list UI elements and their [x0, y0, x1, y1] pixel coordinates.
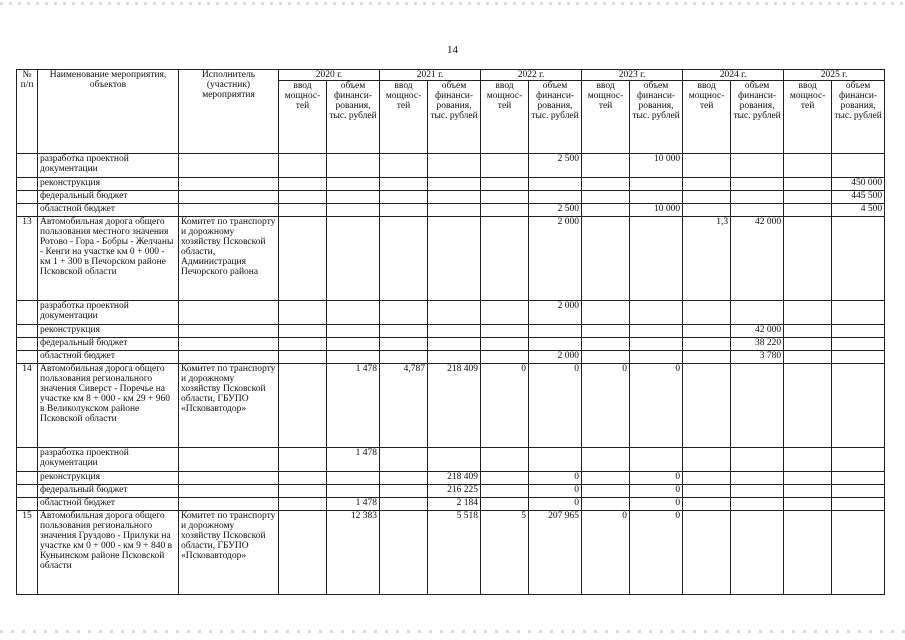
header-financing: объем финанси-рования, тыс. рублей [428, 81, 481, 154]
header-year: 2022 г. [481, 70, 582, 81]
value-cell [481, 325, 529, 338]
row-number [17, 154, 38, 178]
value-cell: 218 409 [428, 472, 481, 485]
value-cell [529, 338, 582, 351]
row-name: реконструкция [38, 178, 179, 191]
row-executor: Комитет по транспорту и дорожному хозяйству Псковской области, ГБУПО «Псковавтодор» [179, 364, 279, 448]
table-row [17, 485, 885, 498]
value-cell: 2 500 [529, 154, 582, 178]
value-cell: 0 [582, 364, 630, 448]
row-name: реконструкция [38, 325, 179, 338]
value-cell [731, 154, 784, 178]
row-number: 15 [17, 511, 38, 595]
value-cell [784, 485, 832, 498]
header-financing: объем финанси-рования, тыс. рублей [832, 81, 885, 154]
value-cell [279, 301, 327, 325]
header-capacity: ввод мощнос-тей [683, 81, 731, 154]
value-cell [380, 448, 428, 472]
value-cell [784, 217, 832, 301]
value-cell [683, 301, 731, 325]
value-cell [731, 472, 784, 485]
row-name: федеральный бюджет [38, 485, 179, 498]
value-cell [327, 472, 380, 485]
header-executor: Исполнитель (участник) мероприятия [179, 70, 279, 154]
value-cell [683, 511, 731, 595]
value-cell [380, 511, 428, 595]
value-cell [327, 351, 380, 364]
value-cell: 0 [529, 498, 582, 511]
value-cell [784, 204, 832, 217]
value-cell [832, 301, 885, 325]
value-cell [731, 498, 784, 511]
row-executor [179, 301, 279, 325]
value-cell [582, 498, 630, 511]
row-name: областной бюджет [38, 204, 179, 217]
value-cell [279, 191, 327, 204]
scan-artifact-bottom [0, 630, 905, 633]
value-cell [784, 301, 832, 325]
value-cell [380, 472, 428, 485]
header-year: 2020 г. [279, 70, 380, 81]
header-capacity: ввод мощнос-тей [784, 81, 832, 154]
value-cell [481, 217, 529, 301]
value-cell [380, 325, 428, 338]
value-cell [279, 204, 327, 217]
header-capacity: ввод мощнос-тей [279, 81, 327, 154]
table-row [17, 325, 885, 338]
value-cell: 218 409 [428, 364, 481, 448]
value-cell [481, 351, 529, 364]
row-executor [179, 448, 279, 472]
value-cell [428, 301, 481, 325]
value-cell [630, 191, 683, 204]
header-year: 2021 г. [380, 70, 481, 81]
header-capacity: ввод мощнос-тей [380, 81, 428, 154]
value-cell: 0 [529, 485, 582, 498]
value-cell: 3 780 [731, 351, 784, 364]
value-cell [683, 178, 731, 191]
value-cell: 2 500 [529, 204, 582, 217]
value-cell [481, 191, 529, 204]
header-capacity: ввод мощнос-тей [481, 81, 529, 154]
row-executor [179, 498, 279, 511]
value-cell: 0 [630, 485, 683, 498]
table-row [17, 154, 885, 178]
value-cell [683, 472, 731, 485]
value-cell [683, 154, 731, 178]
row-name: федеральный бюджет [38, 191, 179, 204]
value-cell [481, 338, 529, 351]
value-cell: 216 225 [428, 485, 481, 498]
value-cell [683, 325, 731, 338]
value-cell [582, 325, 630, 338]
value-cell [832, 364, 885, 448]
header-financing: объем финанси-рования, тыс. рублей [327, 81, 380, 154]
value-cell [529, 178, 582, 191]
value-cell [832, 351, 885, 364]
header-name: Наименование мероприятия, объектов [38, 70, 179, 154]
value-cell [582, 351, 630, 364]
value-cell [481, 485, 529, 498]
value-cell [630, 325, 683, 338]
value-cell: 10 000 [630, 204, 683, 217]
value-cell [327, 325, 380, 338]
value-cell [832, 472, 885, 485]
value-cell [630, 448, 683, 472]
row-executor [179, 178, 279, 191]
table-row [17, 191, 885, 204]
row-number [17, 204, 38, 217]
value-cell [380, 485, 428, 498]
value-cell [582, 472, 630, 485]
value-cell [582, 217, 630, 301]
value-cell [327, 204, 380, 217]
value-cell: 1 478 [327, 364, 380, 448]
header-capacity: ввод мощнос-тей [582, 81, 630, 154]
header-num: № п/п [17, 70, 38, 154]
value-cell [428, 217, 481, 301]
value-cell [582, 448, 630, 472]
row-executor [179, 485, 279, 498]
table-row [17, 338, 885, 351]
header-row-years [17, 70, 885, 81]
value-cell [428, 448, 481, 472]
value-cell: 0 [529, 364, 582, 448]
value-cell [481, 204, 529, 217]
value-cell [279, 154, 327, 178]
value-cell: 2 184 [428, 498, 481, 511]
row-name: реконструкция [38, 472, 179, 485]
value-cell: 38 220 [731, 338, 784, 351]
value-cell [279, 217, 327, 301]
value-cell [279, 448, 327, 472]
value-cell [279, 472, 327, 485]
value-cell [327, 301, 380, 325]
scan-artifact-top [0, 2, 905, 5]
value-cell [832, 498, 885, 511]
row-number [17, 498, 38, 511]
value-cell: 1 478 [327, 498, 380, 511]
row-executor [179, 472, 279, 485]
row-number: 13 [17, 217, 38, 301]
row-number [17, 325, 38, 338]
value-cell [832, 511, 885, 595]
value-cell [784, 351, 832, 364]
row-name: федеральный бюджет [38, 338, 179, 351]
value-cell [784, 498, 832, 511]
value-cell [784, 364, 832, 448]
row-executor [179, 325, 279, 338]
table-body [17, 154, 885, 595]
value-cell: 0 [630, 364, 683, 448]
value-cell [832, 448, 885, 472]
value-cell [529, 191, 582, 204]
value-cell [428, 338, 481, 351]
table-row [17, 217, 885, 301]
value-cell [784, 178, 832, 191]
value-cell: 2 000 [529, 351, 582, 364]
header-year: 2024 г. [683, 70, 784, 81]
table-row [17, 511, 885, 595]
value-cell [380, 191, 428, 204]
row-number [17, 301, 38, 325]
row-number [17, 351, 38, 364]
row-executor: Комитет по транспорту и дорожному хозяйству Псковской области, ГБУПО «Псковавтодор» [179, 511, 279, 595]
value-cell [582, 154, 630, 178]
value-cell: 2 000 [529, 217, 582, 301]
value-cell: 207 965 [529, 511, 582, 595]
value-cell: 0 [481, 364, 529, 448]
row-number [17, 448, 38, 472]
value-cell [582, 204, 630, 217]
value-cell: 10 000 [630, 154, 683, 178]
value-cell [327, 178, 380, 191]
row-name: Автомобильная дорога общего пользования регионального значения Сиверст - Поречье на участке км 8 + 000 - км 29 + 960 в Великолукском районе Псковской области [38, 364, 179, 448]
value-cell [481, 448, 529, 472]
value-cell [683, 498, 731, 511]
value-cell [279, 325, 327, 338]
value-cell [327, 154, 380, 178]
value-cell [832, 338, 885, 351]
value-cell [582, 301, 630, 325]
row-number [17, 178, 38, 191]
value-cell [683, 204, 731, 217]
row-executor [179, 351, 279, 364]
value-cell [279, 351, 327, 364]
value-cell [279, 485, 327, 498]
value-cell [380, 178, 428, 191]
value-cell: 42 000 [731, 325, 784, 338]
value-cell: 445 500 [832, 191, 885, 204]
value-cell: 12 383 [327, 511, 380, 595]
value-cell: 0 [582, 511, 630, 595]
value-cell [380, 217, 428, 301]
value-cell [481, 178, 529, 191]
value-cell [683, 338, 731, 351]
value-cell [630, 301, 683, 325]
value-cell: 1,3 [683, 217, 731, 301]
value-cell [683, 364, 731, 448]
row-number [17, 191, 38, 204]
table-row [17, 472, 885, 485]
value-cell [784, 325, 832, 338]
row-number: 14 [17, 364, 38, 448]
table-row [17, 364, 885, 448]
row-executor [179, 154, 279, 178]
value-cell [683, 351, 731, 364]
value-cell [327, 191, 380, 204]
value-cell [481, 301, 529, 325]
row-name: Автомобильная дорога общего пользования регионального значения Груздово - Прилуки на участке км 0 + 000 - км 9 + 840 в Куньинском районе Псковской области [38, 511, 179, 595]
header-financing: объем финанси-рования, тыс. рублей [630, 81, 683, 154]
value-cell [731, 448, 784, 472]
value-cell [731, 204, 784, 217]
value-cell [327, 217, 380, 301]
header-financing: объем финанси-рования, тыс. рублей [731, 81, 784, 154]
value-cell: 0 [630, 472, 683, 485]
value-cell [784, 191, 832, 204]
value-cell [630, 338, 683, 351]
value-cell [481, 472, 529, 485]
value-cell [327, 485, 380, 498]
value-cell [731, 364, 784, 448]
value-cell [630, 178, 683, 191]
value-cell [481, 154, 529, 178]
row-name: разработка проектной документации [38, 154, 179, 178]
table-row [17, 204, 885, 217]
value-cell: 450 000 [832, 178, 885, 191]
value-cell [683, 191, 731, 204]
value-cell [731, 191, 784, 204]
row-name: разработка проектной документации [38, 448, 179, 472]
row-number [17, 485, 38, 498]
value-cell [279, 364, 327, 448]
table-row [17, 178, 885, 191]
value-cell [582, 178, 630, 191]
row-number [17, 472, 38, 485]
value-cell [784, 154, 832, 178]
page-number: 14 [447, 44, 458, 56]
table-row [17, 301, 885, 325]
value-cell [529, 448, 582, 472]
row-name: разработка проектной документации [38, 301, 179, 325]
value-cell [380, 154, 428, 178]
value-cell [279, 178, 327, 191]
value-cell [582, 485, 630, 498]
value-cell [784, 511, 832, 595]
value-cell [731, 301, 784, 325]
value-cell [279, 498, 327, 511]
value-cell [832, 217, 885, 301]
row-executor [179, 338, 279, 351]
value-cell: 0 [529, 472, 582, 485]
value-cell [630, 351, 683, 364]
value-cell [731, 178, 784, 191]
value-cell [380, 338, 428, 351]
value-cell [582, 338, 630, 351]
value-cell [380, 498, 428, 511]
table-row [17, 448, 885, 472]
value-cell [683, 485, 731, 498]
value-cell: 2 000 [529, 301, 582, 325]
value-cell [731, 485, 784, 498]
value-cell [529, 325, 582, 338]
value-cell [279, 338, 327, 351]
value-cell [428, 191, 481, 204]
row-name: Автомобильная дорога общего пользования местного значения Ротово - Гора - Бобры - Желчаны - Кенги на участке км 0 + 000 - км 1 + 300 в Печорском районе Псковской области [38, 217, 179, 301]
row-name: областной бюджет [38, 351, 179, 364]
value-cell [784, 472, 832, 485]
value-cell: 5 [481, 511, 529, 595]
header-year: 2025 г. [784, 70, 885, 81]
value-cell [832, 485, 885, 498]
header-financing: объем финанси-рования, тыс. рублей [529, 81, 582, 154]
data-table [16, 69, 885, 595]
value-cell [428, 325, 481, 338]
value-cell [784, 338, 832, 351]
value-cell [380, 301, 428, 325]
value-cell: 0 [630, 498, 683, 511]
value-cell [428, 178, 481, 191]
value-cell [832, 325, 885, 338]
value-cell [630, 217, 683, 301]
value-cell: 42 000 [731, 217, 784, 301]
value-cell [428, 351, 481, 364]
value-cell [428, 204, 481, 217]
row-name: областной бюджет [38, 498, 179, 511]
value-cell: 1 478 [327, 448, 380, 472]
header-year: 2023 г. [582, 70, 683, 81]
value-cell [380, 351, 428, 364]
value-cell [279, 511, 327, 595]
value-cell [683, 448, 731, 472]
value-cell: 4 500 [832, 204, 885, 217]
value-cell: 4,787 [380, 364, 428, 448]
row-executor: Комитет по транспорту и дорожному хозяйству Псковской области, Администрация Печорского района [179, 217, 279, 301]
value-cell [784, 448, 832, 472]
value-cell [428, 154, 481, 178]
table-row [17, 498, 885, 511]
value-cell [380, 204, 428, 217]
row-executor [179, 191, 279, 204]
value-cell [832, 154, 885, 178]
row-number [17, 338, 38, 351]
value-cell: 0 [630, 511, 683, 595]
value-cell: 5 518 [428, 511, 481, 595]
row-executor [179, 204, 279, 217]
value-cell [582, 191, 630, 204]
value-cell [481, 498, 529, 511]
table-row [17, 351, 885, 364]
value-cell [327, 338, 380, 351]
value-cell [731, 511, 784, 595]
